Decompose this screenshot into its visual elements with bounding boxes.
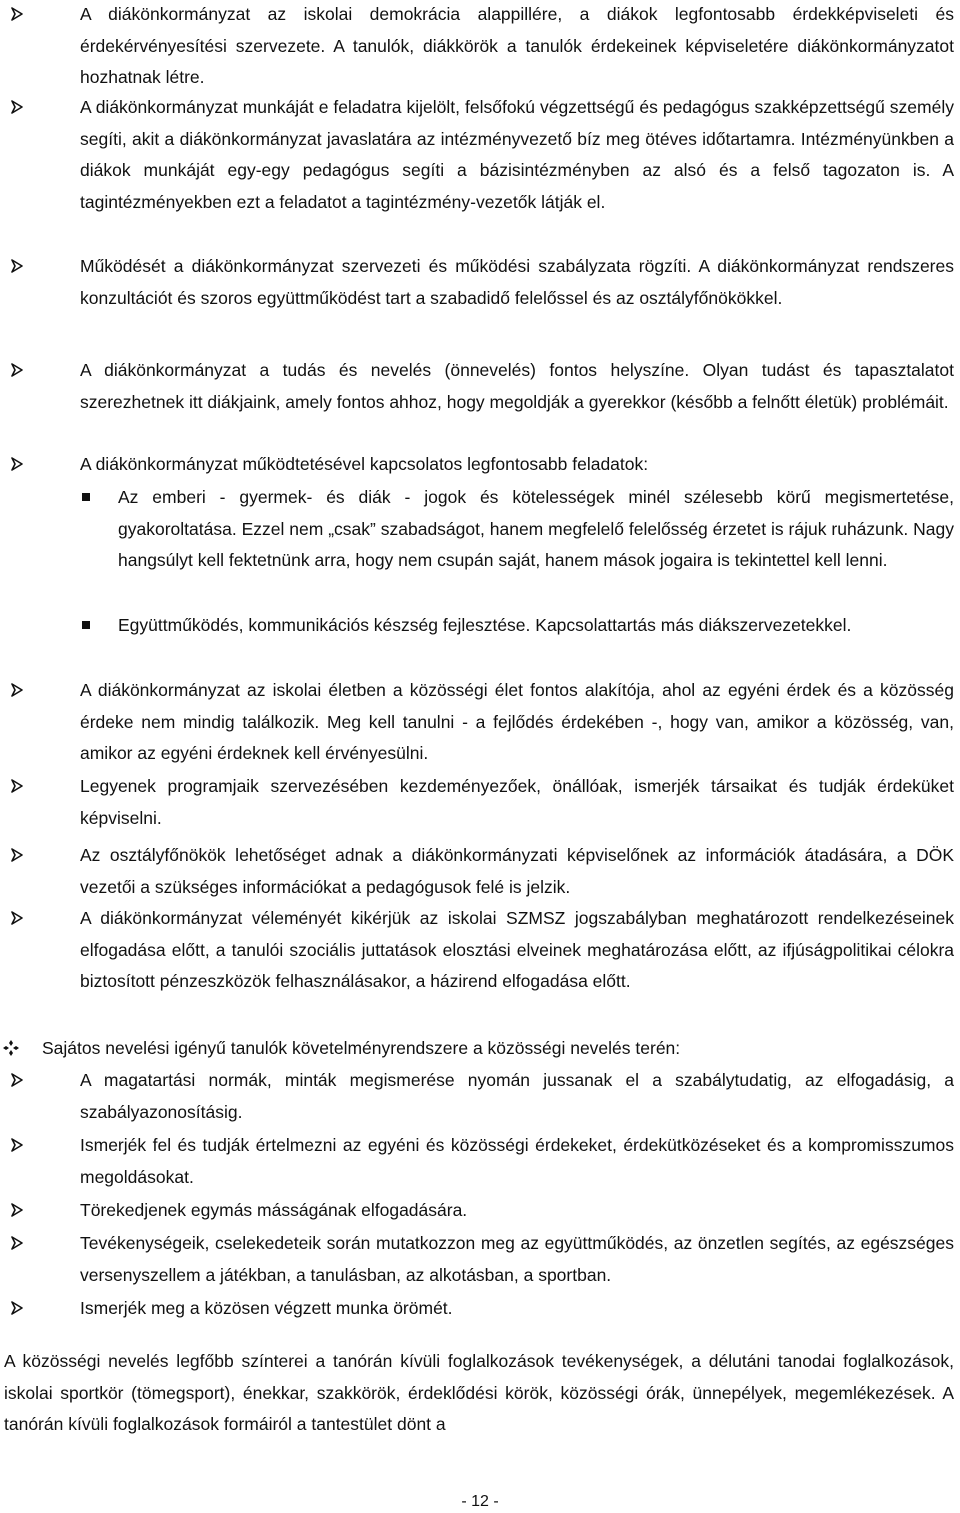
arrow-bullet-icon — [10, 771, 24, 793]
bullet-text: Ismerjék fel és tudják értelmezni az egyéni és közösségi érdekeket, érdekütközéseket és a kompromisszumos megoldásokat. — [80, 1135, 954, 1187]
arrow-bullet-icon — [10, 1293, 24, 1315]
arrow-bullet-icon — [10, 0, 24, 21]
body-paragraph: A közösségi nevelés legfőbb színterei a tanórán kívüli foglalkozások tevékenységek, a délutáni tanodai foglalkozások, iskolai sportkör (tömegsport), énekkar, szakkörök, érdeklődési körök, közösségi órák, ünnepélyek, megemlékezések. A tanórán kívüli foglalkozások formáiról a tantestület dönt a — [4, 1351, 954, 1435]
bullet-text: A diákönkormányzat véleményét kikérjük az iskolai SZMSZ jogszabályban meghatározott rendelkezéseinek elfogadása előtt, a tanulói szociális juttatások elosztási elveinek meghatározása előtt, az ifjúságpolitikai célokra biztosított pénzeszközök felhasználásakor, a házirend elfogadása előtt. — [80, 908, 954, 992]
arrow-bullet-icon — [10, 1195, 24, 1217]
diamond-bullet-icon — [0, 1033, 22, 1056]
bullet-text: Legyenek programjaik szervezésében kezdeményezőek, önállóak, ismerjék társaikat és tudják érdeküket képviselni. — [80, 776, 954, 828]
arrow-bullet-icon — [10, 840, 24, 862]
arrow-bullet-icon — [10, 1130, 24, 1152]
arrow-bullet-icon — [10, 355, 24, 377]
section-heading-text: Sajátos nevelési igényű tanulók követelményrendszere a közösségi nevelés terén: — [42, 1038, 681, 1058]
arrow-bullet-icon — [10, 1228, 24, 1250]
bullet-text: A diákönkormányzat munkáját e feladatra kijelölt, felsőfokú végzettségű és pedagógus szakképzettségű személy segíti, akit a diákönkormányzat javaslatára az intézményvezető bíz meg ötéves időtartamra. Intézményünkben a diákok munkáját egy-egy pedagógus segíti a bázisintézményben az alsó és a felső tagozaton is. A tagintézményekben ezt a feladatot a tagintézmény-vezetők látják el. — [80, 97, 954, 213]
bullet-text: Tevékenységeik, cselekedeteik során mutatkozzon meg az együttműködés, az önzetlen segítés, az egészséges versenyszellem a játékban, a tanulásban, az alkotásban, a sportban. — [80, 1233, 954, 1285]
arrow-bullet-icon — [10, 903, 24, 925]
arrow-bullet-icon — [10, 449, 24, 471]
bullet-text: A magatartási normák, minták megismerése nyomán jussanak el a szabálytudatig, az elfogadásig, a szabályazonosításig. — [80, 1070, 954, 1122]
bullet-text: A diákönkormányzat a tudás és nevelés (önnevelés) fontos helyszíne. Olyan tudást és tapasztalatot szerezhetnek itt diákjaink, amely fontos ahhoz, hogy megoldják a gyerekkor (később a felnőtt életük) problémáit. — [80, 360, 954, 412]
bullet-text: Ismerjék meg a közösen végzett munka örömét. — [80, 1298, 453, 1318]
arrow-bullet-icon — [10, 675, 24, 697]
arrow-bullet-icon — [10, 92, 24, 114]
bullet-text: A diákönkormányzat az iskolai demokrácia alappillére, a diákok legfontosabb érdekképviseleti és érdekérvényesítési szervezete. A tanulók, diákkörök a tanulók érdekeinek képviseletére diákönkormányzatot hozhatnak létre. — [80, 4, 954, 88]
square-bullet-icon — [82, 482, 90, 501]
sub-bullet-text: Együttműködés, kommunikációs készség fejlesztése. Kapcsolattartás más diákszervezetekkel. — [118, 615, 852, 635]
bullet-text: A diákönkormányzat az iskolai életben a közösségi élet fontos alakítója, ahol az egyéni érdek és a közösség érdeke nem mindig találkozik. Meg kell tanulni - a fejlődés érdekében -, hogy van, amikor a közösség, van, amikor az egyéni érdeknek kell érvényesülni. — [80, 680, 954, 764]
sub-bullet-text: Az emberi - gyermek- és diák - jogok és kötelességek minél szélesebb körű megismertetése, gyakoroltatása. Ezzel nem „csak” szabadságot, hanem megfelelő felelősség érzetet is rájuk ruházunk. Nagy hangsúlyt kell fektetnünk arra, hogy nem csupán saját, hanem mások jogaira is tekintettel kell lenni. — [118, 487, 954, 571]
bullet-text: Az osztályfőnökök lehetőséget adnak a diákönkormányzati képviselőnek az információk átadására, a DÖK vezetői a szükséges információkat a pedagógusok felé is jelzik. — [80, 845, 954, 897]
bullet-text: Működését a diákönkormányzat szervezeti és működési szabályzata rögzíti. A diákönkormányzat rendszeres konzultációt és szoros együttműködést tart a szabadidő felelőssel és az osztályfőnökökkel. — [80, 256, 954, 308]
arrow-bullet-icon — [10, 251, 24, 273]
bullet-text: Törekedjenek egymás másságának elfogadására. — [80, 1200, 468, 1220]
page-number: - 12 - — [461, 1493, 499, 1510]
square-bullet-icon — [82, 610, 90, 629]
arrow-bullet-icon — [10, 1065, 24, 1087]
bullet-text: A diákönkormányzat működtetésével kapcsolatos legfontosabb feladatok: — [80, 454, 649, 474]
